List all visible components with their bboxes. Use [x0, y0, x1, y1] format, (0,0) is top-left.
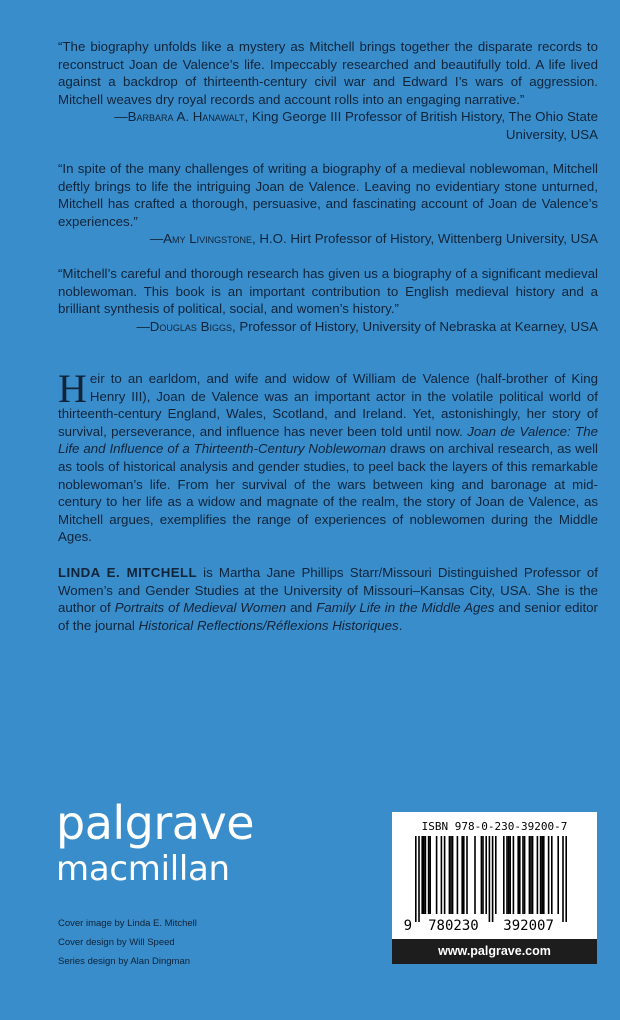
barcode-bar	[543, 836, 545, 914]
bio-part2: and senior editor of the journal	[58, 600, 598, 633]
barcode-bar	[519, 836, 521, 914]
credit-line: Cover design by Will Speed	[58, 937, 175, 948]
barcode-bar	[541, 836, 543, 914]
barcode-bar	[565, 836, 567, 922]
barcode-bar	[441, 836, 443, 914]
bio-and: and	[286, 600, 317, 616]
barcode-bar	[548, 836, 550, 914]
barcode-bar	[492, 836, 494, 922]
barcode-bar	[551, 836, 553, 914]
description-part2: draws on archival research, as well as tools of historical analysis and gender studies, to peel back the layers of this remarkable noblewoman’s life. From her survival of the wars between king and baronage at mid-century to her life as a widow and magnate of the realm, the story of Joan de Valence, as Mitchell argues, exemplifies the range of experiences of noblewomen during the Middle Ages.	[58, 441, 599, 545]
journal-ref: Historical Reflections/Réflexions Historiques	[138, 617, 399, 633]
publisher-url: www.palgrave.com	[392, 939, 597, 964]
attribution-dash: —	[114, 109, 128, 125]
bio-end: .	[398, 617, 403, 633]
barcode-bar	[540, 836, 542, 914]
barcode-bar	[557, 836, 559, 914]
publisher-logo	[56, 796, 254, 889]
credit-line: Series design by Alan Dingman	[58, 956, 191, 967]
barcode-bar	[509, 836, 511, 914]
author-name: LINDA E. MITCHELL	[58, 565, 198, 580]
barcode-bar	[421, 836, 423, 914]
barcode-bar	[449, 836, 451, 914]
review-quote	[58, 160, 598, 248]
barcode-bar	[517, 836, 519, 914]
isbn-label: ISBN 978-0-230-39200-7	[421, 820, 568, 833]
barcode-bar	[506, 836, 508, 914]
barcode-bar	[513, 836, 515, 914]
barcode-bar	[482, 836, 484, 914]
review-quote	[58, 265, 598, 335]
barcode-bar	[429, 836, 431, 914]
barcode-bar	[450, 836, 452, 914]
barcode-bar	[508, 836, 510, 914]
isbn-barcode-box	[392, 812, 597, 964]
cover-credits	[58, 914, 197, 971]
barcode-bar	[537, 836, 539, 914]
barcode-bar	[530, 836, 532, 914]
barcode-bar	[532, 836, 534, 914]
barcode-bar	[436, 836, 438, 914]
book-ref-1: Portraits of Medieval Women	[114, 600, 287, 616]
barcode-bar	[463, 836, 465, 914]
barcode-bar	[485, 836, 487, 914]
barcode-bar	[444, 836, 446, 914]
barcode-bar	[503, 836, 505, 914]
barcode-bar	[457, 836, 459, 914]
attribution-dash: —	[149, 231, 164, 247]
quote-text: “In spite of the many challenges of writing a biography of a medieval noblewoman, Mitchell deftly brings to life the intriguing Joan de Valence. Leaving no evidentiary stone unturned, Mitchell has crafted a thorough, persuasive, and fascinating account of Joan de Valence’s experiences.”	[58, 161, 598, 229]
quote-author: Barbara A. Hanawalt	[127, 109, 245, 125]
barcode-bar	[495, 836, 497, 914]
barcode-bar	[423, 836, 425, 914]
bio-part1: is Martha Jane Phillips Starr/Missouri Distinguished Professor of Women’s and Gender Studies at the University of Missouri–Kansas City, USA. She is the author of	[58, 565, 598, 616]
quote-affiliation: , Professor of History, University of Nebraska at Kearney, USA	[231, 318, 598, 334]
barcode-bar	[522, 836, 524, 914]
barcode-bar	[452, 836, 454, 914]
quote-author: Douglas Biggs	[149, 318, 232, 334]
drop-cap: H	[58, 366, 87, 411]
barcode-bar	[489, 836, 491, 922]
quote-attribution	[58, 318, 598, 336]
publisher-logo-line2: macmillan	[56, 849, 230, 889]
book-ref-2: Family Life in the Middle Ages	[316, 600, 495, 616]
barcode-bar	[474, 836, 476, 914]
credit-line: Cover image by Linda E. Mitchell	[58, 918, 197, 929]
barcode-bar	[418, 836, 420, 922]
book-description	[58, 366, 599, 546]
barcode-bar	[524, 836, 526, 914]
barcode-bar	[529, 836, 531, 914]
barcode-bar	[425, 836, 427, 914]
barcode-digits: 392007	[503, 918, 554, 934]
barcode-bar	[461, 836, 463, 914]
barcode-bar	[481, 836, 483, 914]
barcode-bar	[415, 836, 417, 922]
quote-author: Amy Livingstone	[163, 231, 252, 247]
barcode-bar	[562, 836, 564, 922]
author-bio	[58, 564, 598, 634]
quote-affiliation: , H.O. Hirt Professor of History, Wittenberg University, USA	[251, 231, 598, 247]
quote-text: “Mitchell’s careful and thorough research has given us a biography of a significant medieval noblewoman. This book is an important contribution to English medieval history and a brilliant synthesis of political, social, and women’s history.”	[58, 266, 598, 317]
barcode-bar	[466, 836, 468, 914]
description-part1: eir to an earldom, and wife and widow of William de Valence (half-brother of King Henry III), Joan de Valence was an important actor in the volatile political world of thirteenth-century England, Wales, Scotland, and Ireland. Yet, astonishingly, her story of survival, perseverance, and influence has never been told until now.	[58, 371, 598, 439]
attribution-dash: —	[136, 318, 150, 334]
barcode-digits: 9	[403, 918, 412, 934]
quote-text: “The biography unfolds like a mystery as Mitchell brings together the disparate records to reconstruct Joan de Valence’s life. Impeccably researched and beautifully told. A life lived against a backdrop of thirteenth-century civil war and Edward I’s wars of aggression. Mitchell weaves dry royal records and account rolls into an engaging narrative.”	[58, 39, 598, 107]
barcode-digits: 780230	[428, 918, 479, 934]
book-title: Joan de Valence: The Life and Influence of a Thirteenth-Century Noblewoman	[58, 423, 598, 457]
quote-attribution	[58, 108, 598, 143]
quote-attribution	[58, 230, 598, 248]
barcode-bar	[428, 836, 430, 914]
review-quote	[58, 38, 598, 144]
publisher-logo-line1: palgrave	[56, 796, 254, 850]
barcode-image	[400, 836, 589, 936]
quote-affiliation: , King George III Professor of British History, The Ohio State University, USA	[244, 109, 598, 142]
